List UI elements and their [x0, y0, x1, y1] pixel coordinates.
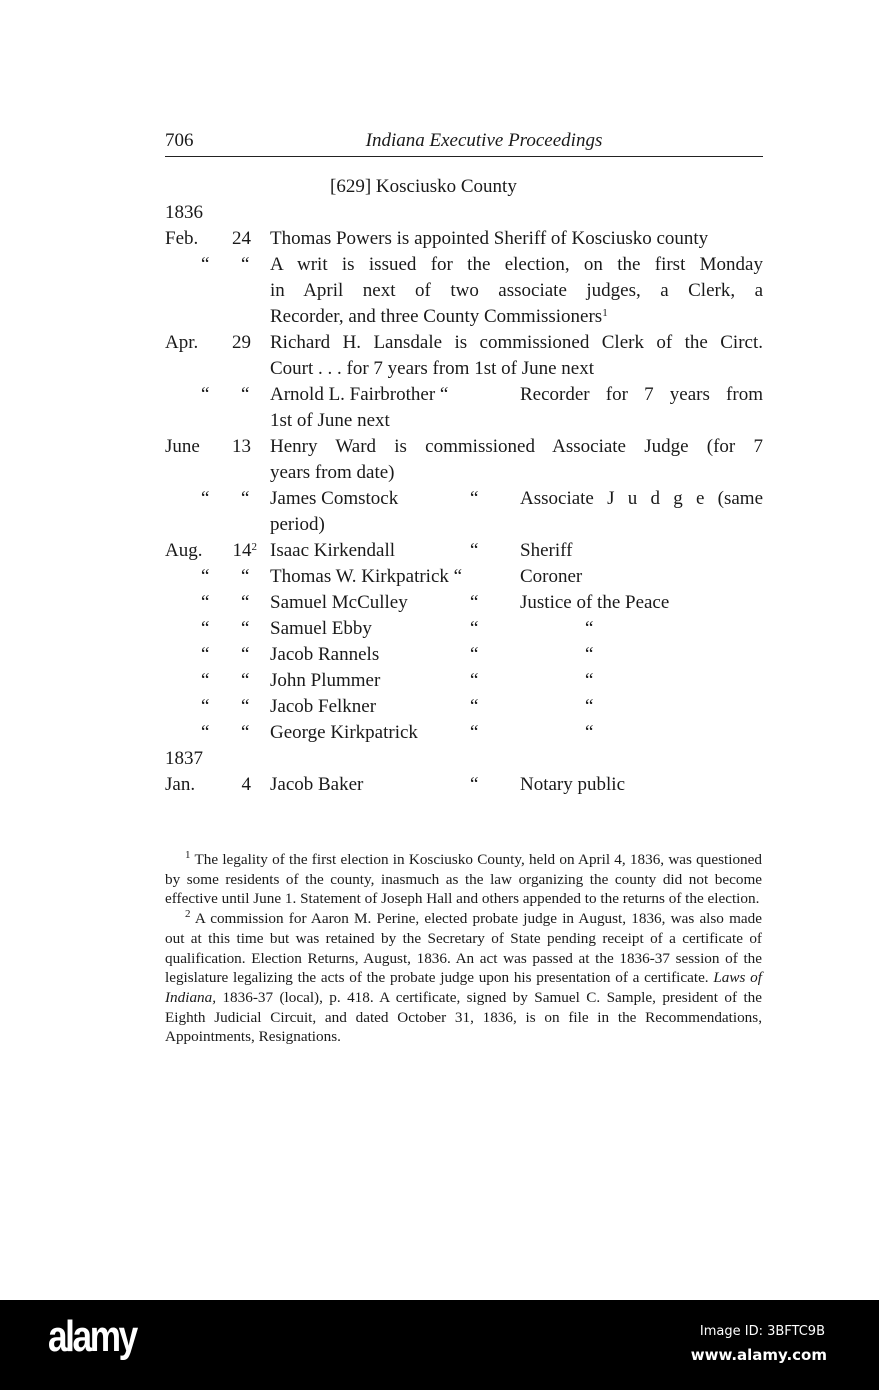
footnote-text: The legality of the first election in Kosciusko County, held on April 4, 1836, was questioned by some residents of the county, inasmuch as the law organizing the county did not become effective until June 1. Statement of Joseph Hall and others appended to the returns of the election. [165, 851, 762, 908]
ditto-mark: “ [241, 488, 250, 509]
ditto-mark: “ [585, 618, 594, 639]
day: 13 [232, 436, 251, 457]
person-name: Isaac Kirkendall [270, 540, 396, 561]
month: Feb. [165, 228, 199, 249]
running-title: Indiana Executive Proceedings [365, 130, 603, 151]
ditto-mark: “ [470, 696, 479, 717]
ditto-mark: “ [241, 566, 250, 587]
person-name: Arnold L. Fairbrother “ [270, 384, 449, 405]
ditto-mark: “ [201, 566, 210, 587]
month: Aug. [165, 540, 203, 561]
entry-text: years from date) [270, 462, 395, 483]
entry [165, 720, 763, 746]
footnote-ref: 1 [602, 307, 608, 319]
month: Apr. [165, 332, 199, 353]
ditto-mark: “ [201, 384, 210, 405]
proceedings-list [165, 200, 763, 798]
year: 1836 [165, 202, 203, 223]
footnote-ref: 2 [251, 541, 257, 553]
person-name: Samuel McCulley [270, 592, 408, 613]
ditto-mark: “ [241, 254, 250, 275]
ditto-mark: “ [470, 774, 479, 795]
footnote-text: A commission for Aaron M. Perine, elected probate judge in August, 1836, was also made out at this time but was retained by the Secretary of State pending receipt of a certificate of qualification. Election Returns, August, 1836. An act was passed at the 1836-37 session of the legislature legalizing the acts of the probate judge upon his presentation of a certificate. [165, 910, 762, 987]
image-id: Image ID: 3BFTC9B [699, 1324, 825, 1339]
footnote-1 [165, 850, 762, 909]
ditto-mark: “ [470, 540, 479, 561]
month: Jan. [165, 774, 196, 795]
entry-text: Court . . . for 7 years from 1st of June next [270, 358, 594, 379]
year-heading [165, 200, 763, 226]
person-name: John Plummer [270, 670, 381, 691]
entry [165, 252, 763, 278]
footnote-mark: 2 [185, 908, 191, 921]
office: Sheriff [520, 540, 573, 561]
ditto-mark: “ [241, 722, 250, 743]
entry [165, 616, 763, 642]
person-name: Jacob Felkner [270, 696, 377, 717]
ditto-mark: “ [241, 618, 250, 639]
entry [165, 330, 763, 356]
footnote-mark: 1 [185, 849, 191, 861]
ditto-mark: “ [201, 488, 210, 509]
footnotes [165, 850, 762, 1047]
person-name: Thomas W. Kirkpatrick “ [270, 566, 463, 587]
entry [165, 226, 763, 252]
office: Recorder for 7 years from [520, 384, 763, 405]
office: Associate J u d g e (same [520, 488, 763, 509]
watermark-banner [0, 1300, 879, 1390]
site-url: www.alamy.com [690, 1346, 827, 1364]
month: June [165, 436, 200, 457]
person-name: Samuel Ebby [270, 618, 372, 639]
day: 4 [241, 774, 251, 795]
entry-text: Thomas Powers is appointed Sheriff of Kosciusko county [270, 228, 709, 249]
entry-text: Recorder, and three County Commissioners [270, 306, 603, 327]
entry [165, 564, 763, 590]
person-name: Jacob Baker [270, 774, 364, 795]
entry-text: 1st of June next [270, 410, 390, 431]
ditto-mark: “ [241, 384, 250, 405]
entry [165, 694, 763, 720]
ditto-mark: “ [470, 670, 479, 691]
ditto-mark: “ [201, 618, 210, 639]
entry [165, 538, 763, 564]
ditto-mark: “ [470, 722, 479, 743]
ditto-mark: “ [201, 696, 210, 717]
day: 29 [232, 332, 251, 353]
page-number: 706 [165, 130, 194, 151]
person-name: James Comstock [270, 488, 399, 509]
office: Justice of the Peace [520, 592, 670, 613]
alamy-logo: alamy [48, 1312, 136, 1361]
entry-text: in April next of two associate judges, a Clerk, a [270, 280, 763, 301]
entry [165, 434, 763, 460]
person-name: George Kirkpatrick [270, 722, 418, 743]
day: 24 [232, 228, 251, 249]
running-header [165, 130, 763, 157]
ditto-mark: “ [470, 488, 479, 509]
person-name: Jacob Rannels [270, 644, 380, 665]
ditto-mark: “ [585, 670, 594, 691]
ditto-mark: “ [201, 722, 210, 743]
ditto-mark: “ [470, 592, 479, 613]
entry [165, 590, 763, 616]
citation-title: Laws of Indiana, [165, 969, 762, 1006]
ditto-mark: “ [241, 644, 250, 665]
entry-text: A writ is issued for the election, on the first Monday [270, 254, 763, 275]
entry [165, 486, 763, 512]
ditto-mark: “ [241, 670, 250, 691]
entry [165, 772, 763, 798]
year-heading [165, 746, 763, 772]
ditto-mark: “ [201, 644, 210, 665]
office: Coroner [520, 566, 583, 587]
ditto-mark: “ [585, 696, 594, 717]
footnote-2 [165, 909, 762, 1047]
entry-text: period) [270, 514, 325, 535]
entry-text: Richard H. Lansdale is commissioned Clerk of the Circt. [270, 332, 763, 353]
ditto-mark: “ [241, 696, 250, 717]
entry-text: Henry Ward is commissioned Associate Judge (for 7 [270, 436, 763, 457]
ditto-mark: “ [585, 722, 594, 743]
ditto-mark: “ [201, 254, 210, 275]
year: 1837 [165, 748, 203, 769]
office: Notary public [520, 774, 626, 795]
ditto-mark: “ [201, 592, 210, 613]
ditto-mark: “ [585, 644, 594, 665]
ditto-mark: “ [470, 618, 479, 639]
section-title: [629] Kosciusko County [330, 176, 517, 197]
day: 14 [232, 540, 252, 561]
entry [165, 668, 763, 694]
entry [165, 382, 763, 408]
ditto-mark: “ [201, 670, 210, 691]
ditto-mark: “ [241, 592, 250, 613]
entry [165, 642, 763, 668]
footnote-text: 1836-37 (local), p. 418. A certificate, signed by Samuel C. Sample, president of the Eighth Judicial Circuit, and dated October 31, 1836, is on file in the Recommendations, Appointments, Resignations. [165, 988, 762, 1046]
ditto-mark: “ [470, 644, 479, 665]
